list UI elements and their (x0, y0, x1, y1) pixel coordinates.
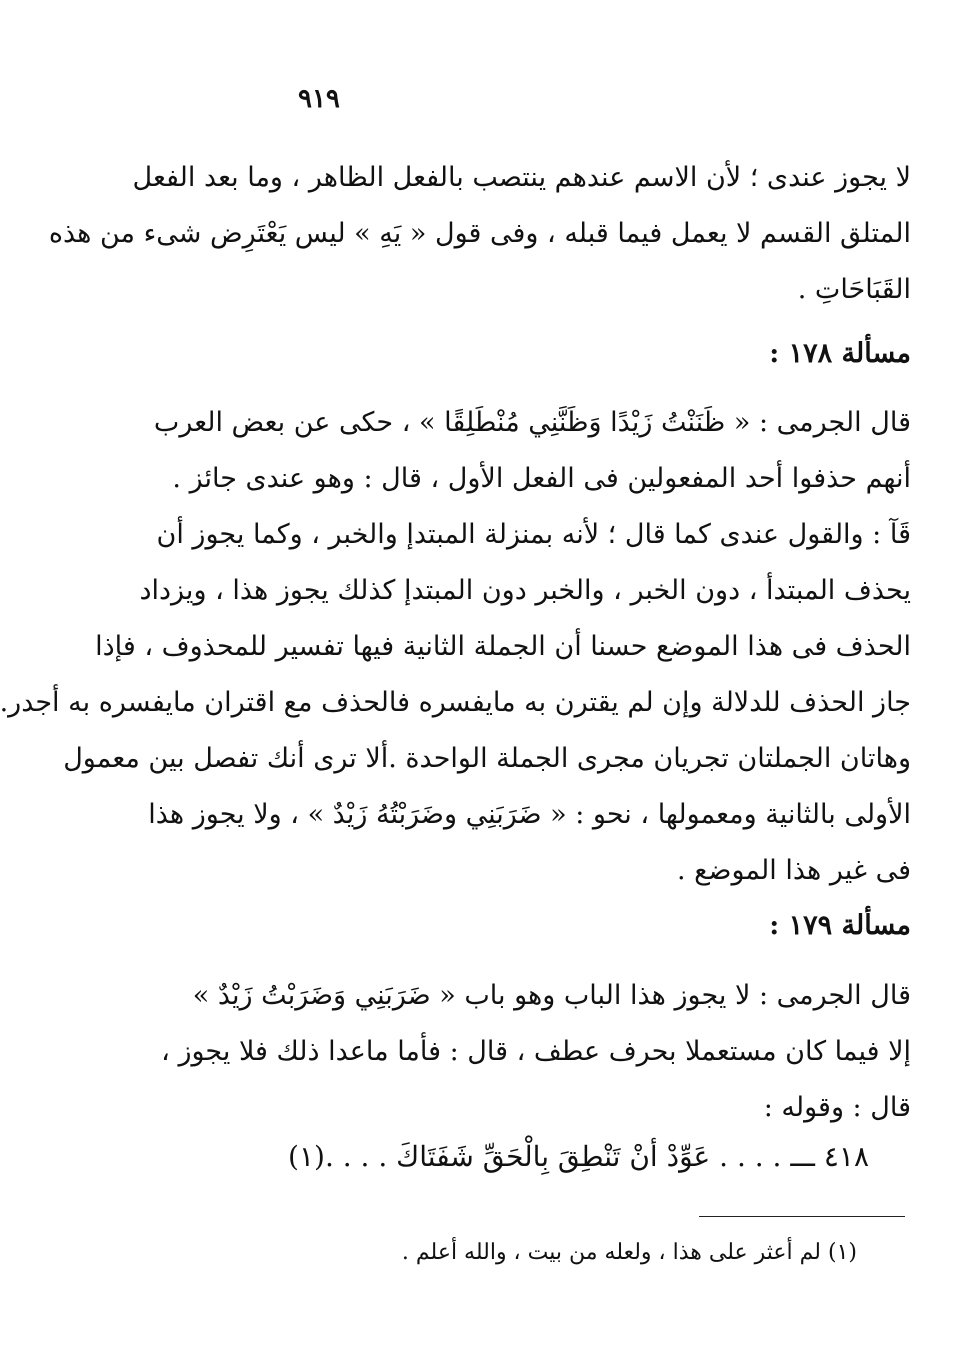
text-line: فى غير هذا الموضع . (677, 855, 911, 886)
verse-418: ٤١٨ ـــ . . . . عَوِّدْ أنْ تَنْطِقَ بِالْحَقِّ شَفَتَاكَ . . . .(١) (288, 1140, 869, 1173)
paragraph-intro (48, 150, 911, 318)
text-line: قَآ : والقول عندى كما قال ؛ لأنه بمنزلة المبتدإ والخبر ، وكما يجوز أن (156, 519, 911, 550)
question-179-paragraph (161, 968, 911, 1136)
text-line: أنهم حذفوا أحد المفعولين فى الفعل الأول ، قال : وهو عندى جائز . (172, 463, 911, 494)
text-line: الأولى بالثانية ومعمولها ، نحو : « ضَرَبَنِي وضَرَبْتُهُ زَيْدٌ » ، ولا يجوز هذا (148, 799, 911, 830)
text-line: وهاتان الجملتان تجريان مجرى الجملة الواحدة .ألا ترى أنك تفصل بين معمول (63, 743, 911, 774)
text-line: قال الجرمى : لا يجوز هذا الباب وهو باب « ضَرَبَنِي وَضَرَبْتُ زَيْدٌ » (192, 980, 911, 1011)
text-line: الحذف فى هذا الموضع حسنا أن الجملة الثانية فيها تفسير للمحذوف ، فإذا (95, 631, 911, 662)
text-line: لا يجوز عندى ؛ لأن الاسم عندهم ينتصب بالفعل الظاهر ، وما بعد الفعل (132, 162, 911, 193)
page-number: ٩١٩ (298, 84, 340, 114)
question-179-heading: مسألة ١٧٩ : (769, 910, 911, 941)
text-line: المتلق القسم لا يعمل فيما قبله ، وفى قول « يَهِ » ليس يَعْتَرِض شىء من هذه (48, 218, 911, 249)
text-line: قال : وقوله : (763, 1092, 911, 1123)
question-178-commentary-paragraph (0, 507, 911, 899)
text-line: القَبَاحَاتِ . (797, 274, 911, 305)
question-178-quote-paragraph (153, 395, 911, 507)
text-line: إلا فيما كان مستعملا بحرف عطف ، قال : فأما ماعدا ذلك فلا يجوز ، (161, 1036, 911, 1067)
footnote-1: (١) لم أعثر على هذا ، ولعله من بيت ، والله أعلم . (401, 1240, 857, 1265)
text-line: قال الجرمى : « ظَنَنْتُ زَيْدًا وَظَنَّنِي مُنْطَلِقًا » ، حكى عن بعض العرب (153, 407, 911, 438)
text-line: يحذف المبتدأ ، دون الخبر ، والخبر دون المبتدإ كذلك يجوز هذا ، ويزداد (139, 575, 911, 606)
question-178-heading: مسألة ١٧٨ : (769, 338, 911, 369)
footnote-divider (699, 1216, 905, 1217)
text-line: جاز الحذف للدلالة وإن لم يقترن به مايفسره فالحذف مع اقتران مايفسره به أجدر. (0, 687, 911, 718)
